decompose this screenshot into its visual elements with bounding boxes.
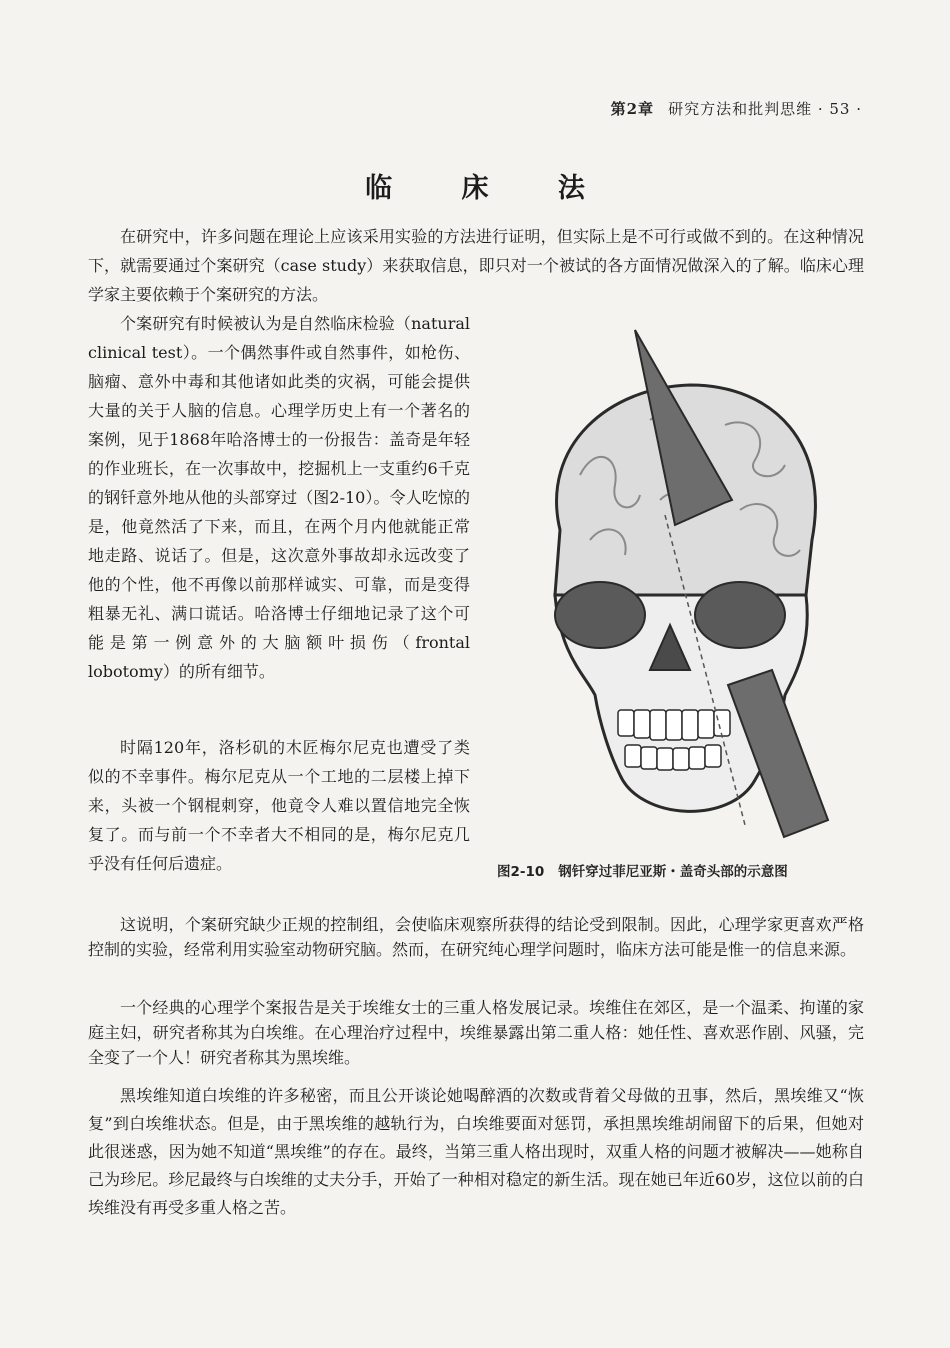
skull-rod-illustration	[500, 325, 870, 855]
paragraph-gage-case: 个案研究有时候被认为是自然临床检验（natural clinical test）。一个偶然事件或自然事件，如枪伤、脑瘤、意外中毒和其他诸如此类的灾祸，可能会提供大量的关于人脑的信息。心理学历史上有一个著名的案例，见于1868年哈洛博士的一份报告：盖奇是年轻的作业班长，在一次事故中，挖掘机上一支重约6千克的钢钎意外地从他的头部穿过（图2-10）。令人吃惊的是，他竟然活了下来，而且，在两个月内他就能正常地走路、说话了。但是，这次意外事故却永远改变了他的个性，他不再像以前那样诚实、可靠，而是变得粗暴无礼、满口谎话。哈洛博士仔细地记录了这个可能是第一例意外的大脑额叶损伤（frontal lobotomy）的所有细节。	[88, 314, 470, 681]
figure-caption	[497, 860, 867, 880]
figure-number: 图2-10	[497, 864, 545, 880]
header-title-page: 研究方法和批判思维 · 53 ·	[668, 100, 862, 118]
section-title: 临 床 法	[365, 173, 615, 204]
paragraph-melnick-case: 时隔120年，洛杉矶的木匠梅尔尼克也遭受了类似的不幸事件。梅尔尼克从一个工地的二层楼上掉下来，头被一个钢棍刺穿，他竟令人难以置信地完全恢复了。而与前一个不幸者大不相同的是，梅尔尼克几乎没有任何后遗症。	[88, 738, 470, 873]
paragraph-limitations: 这说明，个案研究缺少正规的控制组，会使临床观察所获得的结论受到限制。因此，心理学家更喜欢严格控制的实验，经常利用实验室动物研究脑。然而，在研究纯心理学问题时，临床方法可能是惟一的信息来源。	[88, 915, 864, 959]
running-header	[611, 98, 862, 119]
right-eye-socket	[695, 582, 785, 648]
paragraph-eve-resolution: 黑埃维知道白埃维的许多秘密，而且公开谈论她喝醉酒的次数或背着父母做的丑事，然后，黑埃维又“恢复”到白埃维状态。但是，由于黑埃维的越轨行为，白埃维要面对惩罚，承担黑埃维胡闹留下的后果，但她对此很迷惑，因为她不知道“黑埃维”的存在。最终，当第三重人格出现时，双重人格的问题才被解决——她称自己为珍尼。珍尼最终与白埃维的丈夫分手，开始了一种相对稳定的新生活。现在她已年近60岁，这位以前的白埃维没有再受多重人格之苦。	[88, 1086, 864, 1217]
left-eye-socket	[555, 582, 645, 648]
paragraph-eve-case: 一个经典的心理学个案报告是关于埃维女士的三重人格发展记录。埃维住在郊区，是一个温柔、拘谨的家庭主妇，研究者称其为白埃维。在心理治疗过程中，埃维暴露出第二重人格：她任性、喜欢恶作剧、风骚，完全变了一个人！研究者称其为黑埃维。	[88, 998, 864, 1067]
paragraph-intro: 在研究中，许多问题在理论上应该采用实验的方法进行证明，但实际上是不可行或做不到的。在这种情况下，就需要通过个案研究（case study）来获取信息，即只对一个被试的各方面情况做深入的了解。临床心理学家主要依赖于个案研究的方法。	[88, 227, 864, 304]
figure-skull-rod	[500, 325, 870, 855]
figure-caption-text: 钢钎穿过菲尼亚斯・盖奇头部的示意图	[558, 864, 788, 880]
chapter-label: 第2章	[610, 100, 655, 118]
